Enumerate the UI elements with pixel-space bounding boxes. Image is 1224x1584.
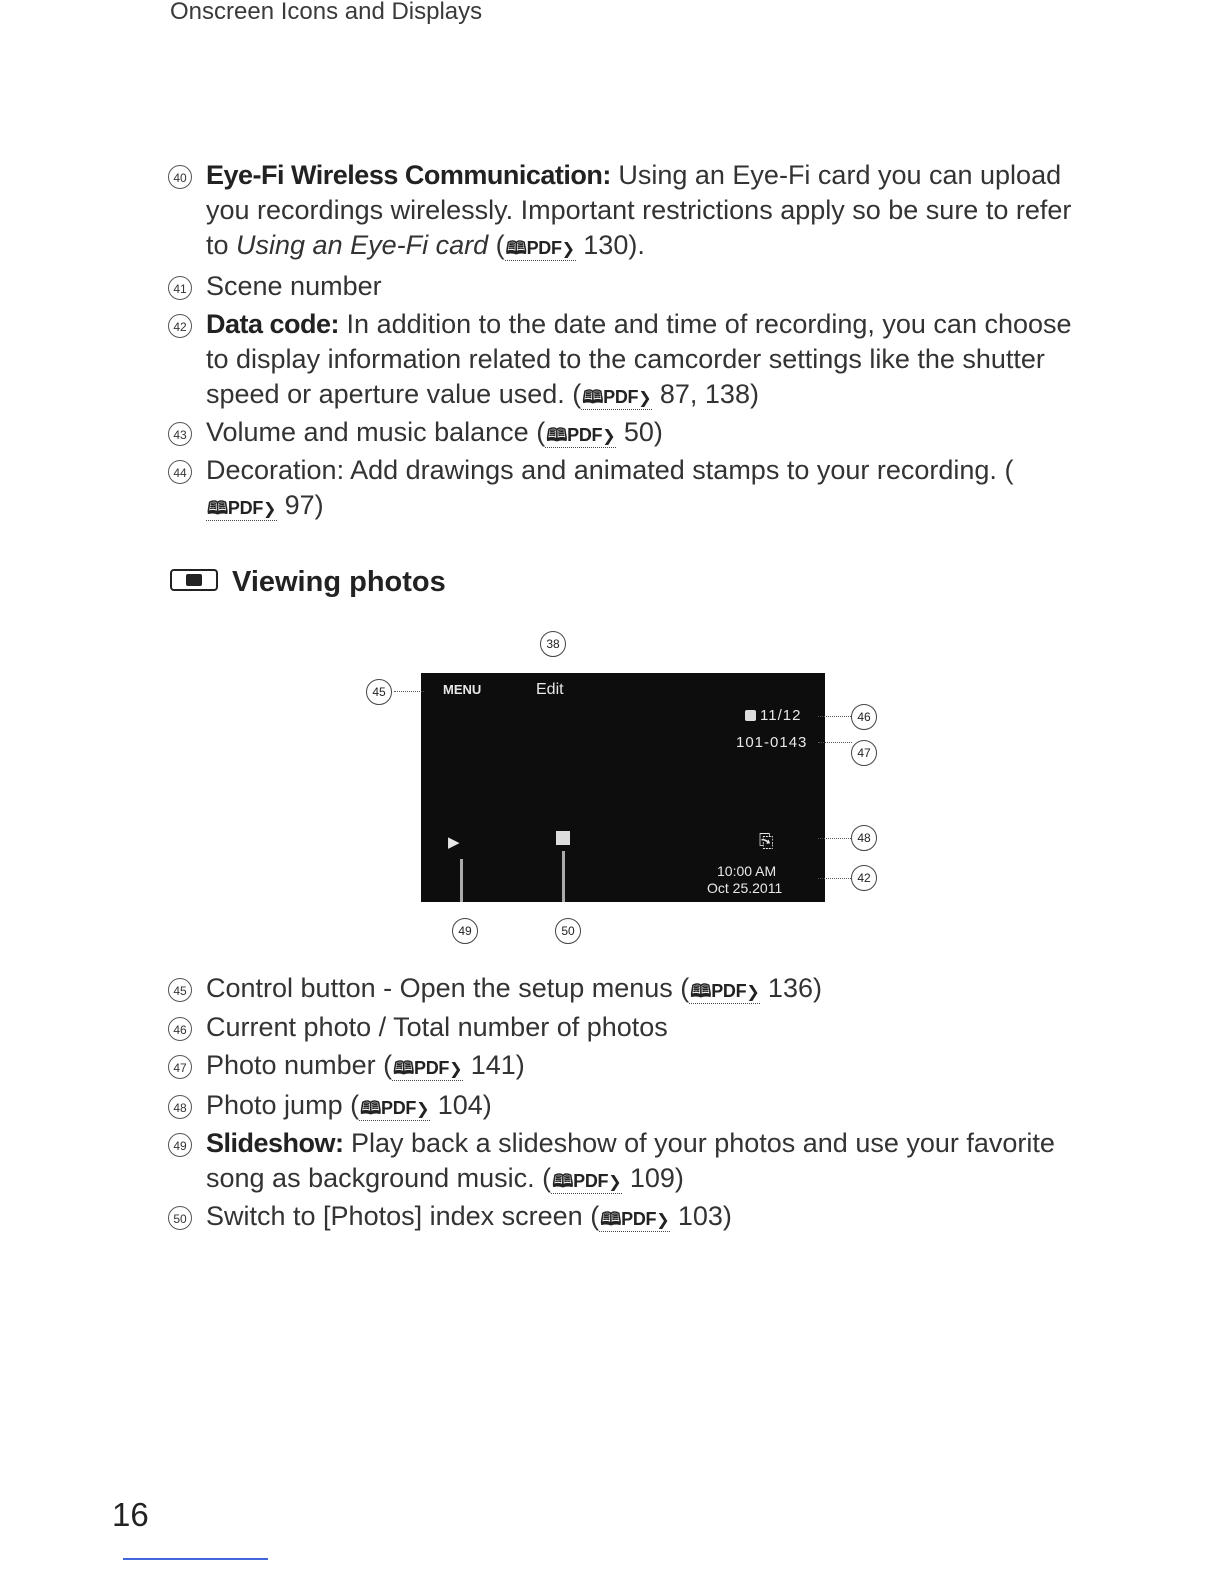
pdf-reference-link[interactable] (505, 238, 576, 261)
ref-pages: 136) (760, 973, 822, 1003)
pdf-label: PDF (227, 498, 264, 518)
play-icon[interactable]: ▶ (448, 834, 460, 851)
callout-number: 50 (168, 1206, 192, 1230)
callout-48: 48 (851, 825, 877, 851)
entry-42 (168, 307, 1098, 412)
pdf-label: PDF (381, 1098, 417, 1118)
ref-pages: 87, 138) (652, 379, 759, 409)
book-icon: 🕮 (505, 238, 527, 258)
chevron-right-icon: ❯ (263, 501, 277, 518)
chevron-right-icon: ❯ (656, 1212, 670, 1229)
leader-line (394, 691, 424, 692)
entry-43 (168, 415, 1098, 450)
entry-40 (168, 158, 1098, 263)
entry-italic: Using an Eye-Fi card (236, 230, 489, 260)
entry-text: Using an Eye-Fi card you can upload you recordings wirelessly. Important restrictions apply so be sure to refer to (206, 160, 1072, 260)
book-icon: 🕮 (393, 1058, 415, 1078)
callout-number: 47 (168, 1055, 192, 1079)
pdf-reference-link[interactable] (359, 1098, 430, 1121)
pdf-label: PDF (567, 425, 603, 445)
book-icon: 🕮 (546, 425, 568, 445)
chevron-right-icon: ❯ (449, 1061, 463, 1078)
index-icon[interactable] (556, 831, 570, 845)
pdf-label: PDF (573, 1171, 609, 1191)
entry-text: Photo jump ( (206, 1090, 360, 1120)
pdf-label: PDF (711, 981, 747, 1001)
chevron-right-icon: ❯ (638, 390, 652, 407)
page-number: 16 (112, 1496, 149, 1533)
chevron-right-icon: ❯ (746, 984, 760, 1001)
callout-47: 47 (851, 740, 877, 766)
book-icon: 🕮 (360, 1098, 381, 1118)
photo-number: 101-0143 (736, 734, 808, 751)
pdf-reference-link[interactable] (581, 387, 652, 410)
entry-text: Volume and music balance ( (206, 417, 546, 447)
pdf-label: PDF (414, 1058, 450, 1078)
callout-number: 43 (168, 422, 192, 446)
ref-pages: 141) (463, 1050, 525, 1080)
leader-line (562, 851, 565, 902)
entry-text: Switch to [Photos] index screen ( (206, 1201, 600, 1231)
chevron-right-icon: ❯ (416, 1101, 430, 1118)
entry-text: Decoration: Add drawings and animated stamps to your recording. ( (206, 455, 1014, 485)
entry-50 (168, 1199, 1098, 1234)
playback-photo-icon (170, 569, 218, 591)
callout-46: 46 (851, 704, 877, 730)
book-icon: 🕮 (207, 498, 228, 518)
callout-45: 45 (366, 679, 392, 705)
callout-number: 49 (168, 1133, 192, 1157)
callout-number: 41 (168, 276, 192, 300)
entry-term: Eye-Fi Wireless Communication: (206, 160, 611, 190)
entry-text: Current photo / Total number of photos (206, 1012, 668, 1042)
date-display: Oct 25.2011 (707, 880, 783, 896)
callout-number: 44 (168, 460, 192, 484)
time-display: 10:00 AM (717, 863, 777, 879)
entry-text: Scene number (206, 271, 382, 301)
card-icon (745, 710, 756, 721)
entry-41 (168, 269, 1098, 304)
ref-pages: 50) (616, 417, 663, 447)
running-header: Onscreen Icons and Displays (170, 0, 483, 25)
photo-jump-icon[interactable]: ⎘ (759, 831, 774, 851)
camera-screen-diagram (421, 673, 825, 902)
entry-text: Control button - Open the setup menus ( (206, 973, 690, 1003)
callout-42: 42 (851, 865, 877, 891)
entry-text: In addition to the date and time of recording, you can choose to display information related to the camcorder settings like the shutter speed or aperture value used. ( (206, 309, 1072, 409)
entry-46 (168, 1010, 1098, 1045)
leader-line (818, 878, 851, 879)
book-icon: 🕮 (600, 1209, 622, 1229)
entry-47 (168, 1048, 1098, 1083)
photo-counter: 11/12 (760, 707, 802, 724)
callout-number: 48 (168, 1095, 192, 1119)
entry-text: Play back a slideshow of your photos and use your favorite song as background music. ( (206, 1128, 1055, 1193)
section-title (170, 566, 446, 599)
callout-number: 40 (168, 165, 192, 189)
footer-rule (123, 1558, 268, 1560)
chevron-right-icon: ❯ (602, 428, 616, 445)
pdf-reference-link[interactable] (689, 981, 760, 1004)
ref-pages: 104) (430, 1090, 492, 1120)
pdf-label: PDF (526, 238, 562, 258)
ref-open: ( (488, 230, 505, 260)
entry-term: Data code: (206, 309, 340, 339)
callout-number: 46 (168, 1017, 192, 1041)
entry-45 (168, 971, 1098, 1006)
callout-38: 38 (540, 631, 566, 657)
entry-48 (168, 1088, 1098, 1123)
ref-pages: 109) (622, 1163, 684, 1193)
callout-number: 42 (168, 314, 192, 338)
callout-49: 49 (452, 918, 478, 944)
chevron-right-icon: ❯ (608, 1174, 622, 1191)
pdf-label: PDF (621, 1209, 657, 1229)
book-icon: 🕮 (690, 981, 712, 1001)
leader-line (818, 742, 852, 743)
chevron-right-icon: ❯ (561, 241, 575, 258)
ref-pages: 130). (575, 230, 645, 260)
entry-term: Slideshow: (206, 1128, 344, 1158)
pdf-reference-link[interactable] (545, 425, 616, 448)
leader-line (818, 838, 851, 839)
pdf-label: PDF (603, 387, 639, 407)
pdf-reference-link[interactable] (551, 1171, 622, 1194)
entry-text: Photo number ( (206, 1050, 393, 1080)
callout-number: 45 (168, 978, 192, 1002)
leader-line (460, 859, 463, 902)
leader-line (818, 716, 851, 717)
section-title-text: Viewing photos (232, 566, 446, 598)
ref-pages: 103) (670, 1201, 732, 1231)
entry-49 (168, 1126, 1098, 1196)
book-icon: 🕮 (552, 1171, 574, 1191)
pdf-reference-link[interactable] (206, 498, 277, 521)
pdf-reference-link[interactable] (392, 1058, 463, 1081)
pdf-reference-link[interactable] (599, 1209, 670, 1232)
entry-44 (168, 453, 1098, 523)
edit-button[interactable]: Edit (536, 681, 564, 698)
callout-50: 50 (555, 918, 581, 944)
ref-pages: 97) (277, 490, 324, 520)
book-icon: 🕮 (582, 387, 604, 407)
menu-button[interactable]: MENU (443, 682, 482, 697)
